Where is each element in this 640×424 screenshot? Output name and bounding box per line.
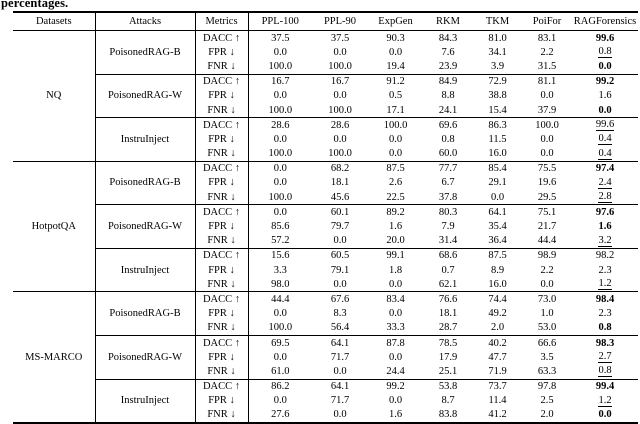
value-cell: 19.4 bbox=[386, 60, 405, 72]
value-cell: 73.0 bbox=[522, 292, 572, 307]
value-cell: 100.0 bbox=[268, 104, 293, 116]
column-header-rkm: RKM bbox=[423, 12, 473, 31]
ragforensics-value-cell bbox=[572, 277, 638, 292]
value-cell: 17.1 bbox=[386, 104, 405, 116]
value-cell: 33.3 bbox=[386, 322, 405, 334]
metric-label: DACC ↑ bbox=[195, 118, 248, 133]
column-header-ragforensics: RAGForensics bbox=[572, 12, 638, 31]
ragforensics-value-cell bbox=[572, 45, 638, 59]
value-cell: 86.3 bbox=[473, 118, 522, 133]
value-cell: 60.1 bbox=[312, 205, 368, 220]
value-cell: 15.4 bbox=[488, 104, 507, 116]
value-cell: 64.1 bbox=[312, 335, 368, 350]
value-cell: 0.0 bbox=[273, 133, 287, 145]
value-cell: 21.7 bbox=[537, 221, 557, 233]
value-cell: 0.0 bbox=[333, 133, 347, 145]
value-cell: 16.0 bbox=[488, 148, 507, 160]
value-cell: 86.2 bbox=[248, 379, 312, 394]
metric-label: FPR ↓ bbox=[195, 263, 248, 277]
value-cell: 56.4 bbox=[330, 322, 350, 334]
attack-label: PoisonedRAG-W bbox=[95, 205, 195, 249]
value-cell: 61.0 bbox=[271, 365, 290, 377]
value-cell: 71.7 bbox=[330, 351, 350, 363]
value-cell: 100.0 bbox=[328, 148, 352, 160]
ragforensics-value: 3.2 bbox=[598, 234, 612, 246]
value-cell: 0.7 bbox=[441, 264, 455, 276]
value-cell: 83.8 bbox=[438, 409, 458, 421]
value-cell: 80.3 bbox=[423, 205, 473, 220]
value-cell: 57.2 bbox=[271, 235, 290, 247]
ragforensics-value: 0.0 bbox=[598, 409, 612, 421]
column-header-attacks: Attacks bbox=[95, 12, 195, 31]
column-header-expgen: ExpGen bbox=[368, 12, 423, 31]
value-cell: 0.0 bbox=[273, 308, 287, 320]
value-cell: 11.4 bbox=[488, 395, 507, 407]
value-cell: 74.4 bbox=[473, 292, 522, 307]
ragforensics-value: 1.6 bbox=[598, 221, 612, 233]
value-cell: 34.1 bbox=[488, 46, 507, 58]
ragforensics-value-cell bbox=[572, 147, 638, 162]
metric-label: FNR ↓ bbox=[195, 408, 248, 423]
value-cell: 0.0 bbox=[388, 148, 403, 160]
value-cell: 1.6 bbox=[388, 409, 403, 421]
ragforensics-value-cell bbox=[572, 234, 638, 249]
value-cell: 41.2 bbox=[488, 409, 507, 421]
value-cell: 3.3 bbox=[273, 264, 287, 276]
metric-label: FPR ↓ bbox=[195, 394, 248, 408]
value-cell: 18.1 bbox=[438, 308, 458, 320]
ragforensics-value-cell bbox=[572, 379, 638, 394]
value-cell: 22.5 bbox=[386, 191, 405, 203]
value-cell: 23.9 bbox=[438, 60, 458, 72]
ragforensics-value: 2.3 bbox=[598, 264, 612, 276]
value-cell: 7.6 bbox=[441, 46, 455, 58]
value-cell: 15.6 bbox=[248, 248, 312, 263]
value-cell: 62.1 bbox=[438, 278, 458, 290]
value-cell: 1.6 bbox=[388, 221, 403, 233]
value-cell: 0.0 bbox=[540, 90, 554, 102]
value-cell: 44.4 bbox=[248, 292, 312, 307]
value-cell: 97.8 bbox=[522, 379, 572, 394]
ragforensics-value: 99.6 bbox=[595, 32, 615, 44]
value-cell: 53.8 bbox=[423, 379, 473, 394]
dataset-label: HotpotQA bbox=[13, 161, 95, 292]
table-caption-fragment: percentages. bbox=[1, 0, 69, 10]
column-header-ppl-100: PPL-100 bbox=[248, 12, 312, 31]
metric-label: DACC ↑ bbox=[195, 31, 248, 46]
ragforensics-value-cell bbox=[572, 219, 638, 233]
value-cell: 25.1 bbox=[438, 365, 458, 377]
value-cell: 85.6 bbox=[271, 221, 290, 233]
value-cell: 0.0 bbox=[273, 90, 287, 102]
metric-label: DACC ↑ bbox=[195, 292, 248, 307]
value-cell: 0.0 bbox=[388, 308, 403, 320]
value-cell: 100.0 bbox=[368, 118, 423, 133]
ragforensics-value-cell bbox=[572, 263, 638, 277]
value-cell: 8.7 bbox=[441, 395, 455, 407]
value-cell: 20.0 bbox=[386, 235, 405, 247]
ragforensics-value: 1.2 bbox=[598, 394, 612, 406]
value-cell: 7.9 bbox=[441, 221, 455, 233]
value-cell: 71.9 bbox=[488, 365, 507, 377]
ragforensics-value-cell bbox=[572, 307, 638, 321]
attack-label: InstruInject bbox=[95, 118, 195, 162]
ragforensics-value-cell bbox=[572, 408, 638, 423]
value-cell: 98.0 bbox=[271, 278, 290, 290]
value-cell: 64.1 bbox=[312, 379, 368, 394]
value-cell: 0.0 bbox=[333, 235, 347, 247]
value-cell: 0.0 bbox=[540, 133, 554, 145]
value-cell: 91.2 bbox=[368, 74, 423, 89]
value-cell: 28.6 bbox=[248, 118, 312, 133]
value-cell: 1.0 bbox=[540, 308, 554, 320]
metric-label: FPR ↓ bbox=[195, 132, 248, 146]
metric-label: DACC ↑ bbox=[195, 161, 248, 176]
value-cell: 1.8 bbox=[388, 264, 403, 276]
ragforensics-value: 2.7 bbox=[598, 351, 612, 363]
value-cell: 2.2 bbox=[540, 264, 554, 276]
value-cell: 31.5 bbox=[537, 60, 557, 72]
value-cell: 0.0 bbox=[273, 46, 287, 58]
value-cell: 28.7 bbox=[438, 322, 458, 334]
value-cell: 35.4 bbox=[488, 221, 507, 233]
ragforensics-value: 0.0 bbox=[598, 104, 612, 116]
dataset-label: MS-MARCO bbox=[13, 292, 95, 423]
value-cell: 0.5 bbox=[388, 90, 403, 102]
value-cell: 37.5 bbox=[248, 31, 312, 46]
value-cell: 0.0 bbox=[273, 395, 287, 407]
metric-label: FNR ↓ bbox=[195, 321, 248, 336]
value-cell: 81.0 bbox=[473, 31, 522, 46]
value-cell: 24.1 bbox=[438, 104, 458, 116]
ragforensics-value: 98.3 bbox=[595, 337, 615, 349]
value-cell: 84.3 bbox=[423, 31, 473, 46]
ragforensics-value-cell bbox=[572, 292, 638, 307]
metric-label: FPR ↓ bbox=[195, 45, 248, 59]
ragforensics-value: 99.4 bbox=[595, 381, 615, 393]
table-row bbox=[13, 74, 638, 89]
value-cell: 2.2 bbox=[540, 46, 554, 58]
value-cell: 0.0 bbox=[248, 161, 312, 176]
value-cell: 49.2 bbox=[488, 308, 507, 320]
value-cell: 0.0 bbox=[388, 278, 403, 290]
value-cell: 85.4 bbox=[473, 161, 522, 176]
metric-label: FNR ↓ bbox=[195, 147, 248, 162]
ragforensics-value-cell bbox=[572, 31, 638, 46]
ragforensics-value: 99.2 bbox=[595, 76, 615, 88]
ragforensics-value-cell bbox=[572, 89, 638, 103]
value-cell: 27.6 bbox=[271, 409, 290, 421]
value-cell: 11.5 bbox=[488, 133, 507, 145]
value-cell: 0.0 bbox=[388, 395, 403, 407]
ragforensics-value-cell bbox=[572, 394, 638, 408]
table-row bbox=[13, 292, 638, 307]
value-cell: 2.5 bbox=[540, 395, 554, 407]
table-header bbox=[13, 12, 638, 31]
value-cell: 75.5 bbox=[522, 161, 572, 176]
value-cell: 100.0 bbox=[522, 118, 572, 133]
ragforensics-value-cell bbox=[572, 118, 638, 133]
ragforensics-value: 97.4 bbox=[595, 163, 615, 175]
table-row bbox=[13, 335, 638, 350]
ragforensics-value-cell bbox=[572, 364, 638, 379]
value-cell: 3.9 bbox=[490, 60, 505, 72]
value-cell: 60.5 bbox=[312, 248, 368, 263]
value-cell: 71.7 bbox=[330, 395, 350, 407]
value-cell: 87.8 bbox=[368, 335, 423, 350]
value-cell: 100.0 bbox=[268, 322, 293, 334]
value-cell: 2.0 bbox=[490, 322, 505, 334]
value-cell: 37.9 bbox=[537, 104, 557, 116]
ragforensics-value-cell bbox=[572, 59, 638, 74]
dataset-label: NQ bbox=[13, 31, 95, 162]
value-cell: 37.8 bbox=[438, 191, 458, 203]
ragforensics-value: 2.4 bbox=[598, 176, 612, 188]
value-cell: 8.9 bbox=[490, 264, 505, 276]
ragforensics-value: 0.0 bbox=[598, 60, 612, 72]
column-header-ppl-90: PPL-90 bbox=[312, 12, 368, 31]
value-cell: 68.2 bbox=[312, 161, 368, 176]
value-cell: 98.9 bbox=[522, 248, 572, 263]
attack-label: PoisonedRAG-W bbox=[95, 335, 195, 379]
value-cell: 100.0 bbox=[268, 191, 293, 203]
ragforensics-value-cell bbox=[572, 74, 638, 89]
value-cell: 66.6 bbox=[522, 335, 572, 350]
value-cell: 24.4 bbox=[386, 365, 405, 377]
attack-label: InstruInject bbox=[95, 379, 195, 423]
metric-label: DACC ↑ bbox=[195, 74, 248, 89]
value-cell: 0.0 bbox=[490, 191, 505, 203]
value-cell: 63.3 bbox=[537, 365, 557, 377]
ragforensics-value-cell bbox=[572, 103, 638, 118]
ragforensics-value-cell bbox=[572, 176, 638, 190]
ragforensics-value: 0.4 bbox=[598, 147, 612, 159]
ragforensics-value-cell bbox=[572, 161, 638, 176]
table-body bbox=[13, 31, 638, 424]
ragforensics-value: 98.4 bbox=[595, 293, 615, 305]
value-cell: 69.6 bbox=[423, 118, 473, 133]
value-cell: 8.8 bbox=[441, 90, 455, 102]
value-cell: 100.0 bbox=[268, 148, 293, 160]
value-cell: 99.2 bbox=[368, 379, 423, 394]
metric-label: DACC ↑ bbox=[195, 205, 248, 220]
value-cell: 0.0 bbox=[273, 351, 287, 363]
ragforensics-value: 0.4 bbox=[598, 133, 612, 145]
attack-label: PoisonedRAG-B bbox=[95, 161, 195, 205]
value-cell: 100.0 bbox=[328, 104, 352, 116]
value-cell: 75.1 bbox=[522, 205, 572, 220]
metric-label: FNR ↓ bbox=[195, 190, 248, 205]
value-cell: 28.6 bbox=[312, 118, 368, 133]
value-cell: 53.0 bbox=[537, 322, 557, 334]
value-cell: 76.6 bbox=[423, 292, 473, 307]
table-row bbox=[13, 379, 638, 394]
value-cell: 16.7 bbox=[312, 74, 368, 89]
value-cell: 0.0 bbox=[333, 278, 347, 290]
value-cell: 0.0 bbox=[540, 278, 554, 290]
value-cell: 68.6 bbox=[423, 248, 473, 263]
value-cell: 100.0 bbox=[328, 60, 352, 72]
value-cell: 64.1 bbox=[473, 205, 522, 220]
value-cell: 0.0 bbox=[333, 46, 347, 58]
value-cell: 0.0 bbox=[333, 90, 347, 102]
table-row bbox=[13, 161, 638, 176]
ragforensics-value: 2.8 bbox=[598, 191, 612, 203]
metric-label: FPR ↓ bbox=[195, 176, 248, 190]
value-cell: 40.2 bbox=[473, 335, 522, 350]
attack-label: InstruInject bbox=[95, 248, 195, 292]
metric-label: FPR ↓ bbox=[195, 350, 248, 364]
value-cell: 45.6 bbox=[330, 191, 350, 203]
table-row bbox=[13, 248, 638, 263]
ragforensics-value-cell bbox=[572, 132, 638, 146]
column-header-poifor: PoiFor bbox=[522, 12, 572, 31]
value-cell: 79.1 bbox=[330, 264, 350, 276]
ragforensics-value: 0.8 bbox=[598, 322, 612, 334]
column-header-metrics: Metrics bbox=[195, 12, 248, 31]
metric-label: DACC ↑ bbox=[195, 335, 248, 350]
value-cell: 67.6 bbox=[312, 292, 368, 307]
attack-label: PoisonedRAG-W bbox=[95, 74, 195, 118]
value-cell: 16.7 bbox=[248, 74, 312, 89]
value-cell: 78.5 bbox=[423, 335, 473, 350]
value-cell: 16.0 bbox=[488, 278, 507, 290]
metric-label: FPR ↓ bbox=[195, 307, 248, 321]
value-cell: 18.1 bbox=[330, 177, 350, 189]
attack-label: PoisonedRAG-B bbox=[95, 31, 195, 75]
value-cell: 87.5 bbox=[368, 161, 423, 176]
value-cell: 2.0 bbox=[540, 409, 554, 421]
value-cell: 60.0 bbox=[438, 148, 458, 160]
ragforensics-value: 2.3 bbox=[598, 308, 612, 320]
table-row bbox=[13, 118, 638, 133]
metric-label: DACC ↑ bbox=[195, 379, 248, 394]
value-cell: 2.6 bbox=[388, 177, 403, 189]
value-cell: 0.0 bbox=[388, 46, 403, 58]
attack-label: PoisonedRAG-B bbox=[95, 292, 195, 336]
value-cell: 0.0 bbox=[248, 205, 312, 220]
column-header-datasets: Datasets bbox=[13, 12, 95, 31]
value-cell: 29.5 bbox=[537, 191, 557, 203]
ragforensics-value-cell bbox=[572, 205, 638, 220]
metric-label: FNR ↓ bbox=[195, 277, 248, 292]
value-cell: 31.4 bbox=[438, 235, 458, 247]
value-cell: 0.0 bbox=[540, 148, 554, 160]
value-cell: 72.9 bbox=[473, 74, 522, 89]
value-cell: 19.6 bbox=[537, 177, 557, 189]
value-cell: 8.3 bbox=[333, 308, 347, 320]
value-cell: 3.5 bbox=[540, 351, 554, 363]
ragforensics-value: 99.6 bbox=[595, 119, 615, 131]
value-cell: 69.5 bbox=[248, 335, 312, 350]
value-cell: 38.8 bbox=[488, 90, 507, 102]
value-cell: 0.0 bbox=[333, 409, 347, 421]
value-cell: 47.7 bbox=[488, 351, 507, 363]
value-cell: 0.0 bbox=[388, 133, 403, 145]
value-cell: 17.9 bbox=[438, 351, 458, 363]
metric-label: FNR ↓ bbox=[195, 103, 248, 118]
value-cell: 0.0 bbox=[273, 177, 287, 189]
metric-label: FNR ↓ bbox=[195, 59, 248, 74]
ragforensics-value-cell bbox=[572, 190, 638, 205]
value-cell: 36.4 bbox=[488, 235, 507, 247]
metric-label: DACC ↑ bbox=[195, 248, 248, 263]
value-cell: 77.7 bbox=[423, 161, 473, 176]
value-cell: 6.7 bbox=[441, 177, 455, 189]
metric-label: FNR ↓ bbox=[195, 364, 248, 379]
value-cell: 89.2 bbox=[368, 205, 423, 220]
ragforensics-value-cell bbox=[572, 350, 638, 364]
value-cell: 0.0 bbox=[388, 351, 403, 363]
value-cell: 81.1 bbox=[522, 74, 572, 89]
ragforensics-value: 98.2 bbox=[595, 250, 615, 262]
value-cell: 87.5 bbox=[473, 248, 522, 263]
value-cell: 0.0 bbox=[333, 365, 347, 377]
table-row bbox=[13, 31, 638, 46]
ragforensics-value: 0.8 bbox=[598, 365, 612, 377]
results-table bbox=[13, 11, 638, 424]
ragforensics-value-cell bbox=[572, 248, 638, 263]
value-cell: 83.1 bbox=[522, 31, 572, 46]
value-cell: 100.0 bbox=[268, 60, 293, 72]
column-header-tkm: TKM bbox=[473, 12, 522, 31]
ragforensics-value-cell bbox=[572, 321, 638, 336]
value-cell: 73.7 bbox=[473, 379, 522, 394]
ragforensics-value: 0.8 bbox=[598, 46, 612, 58]
ragforensics-value: 1.2 bbox=[598, 278, 612, 290]
ragforensics-value: 1.6 bbox=[598, 90, 612, 102]
value-cell: 99.1 bbox=[368, 248, 423, 263]
value-cell: 37.5 bbox=[312, 31, 368, 46]
ragforensics-value: 97.6 bbox=[595, 206, 615, 218]
metric-label: FPR ↓ bbox=[195, 89, 248, 103]
table-row bbox=[13, 205, 638, 220]
value-cell: 83.4 bbox=[368, 292, 423, 307]
value-cell: 44.4 bbox=[537, 235, 557, 247]
value-cell: 0.8 bbox=[441, 133, 455, 145]
metric-label: FNR ↓ bbox=[195, 234, 248, 249]
value-cell: 79.7 bbox=[330, 221, 350, 233]
metric-label: FPR ↓ bbox=[195, 219, 248, 233]
value-cell: 90.3 bbox=[368, 31, 423, 46]
value-cell: 29.1 bbox=[488, 177, 507, 189]
value-cell: 84.9 bbox=[423, 74, 473, 89]
header-row bbox=[13, 12, 638, 31]
ragforensics-value-cell bbox=[572, 335, 638, 350]
